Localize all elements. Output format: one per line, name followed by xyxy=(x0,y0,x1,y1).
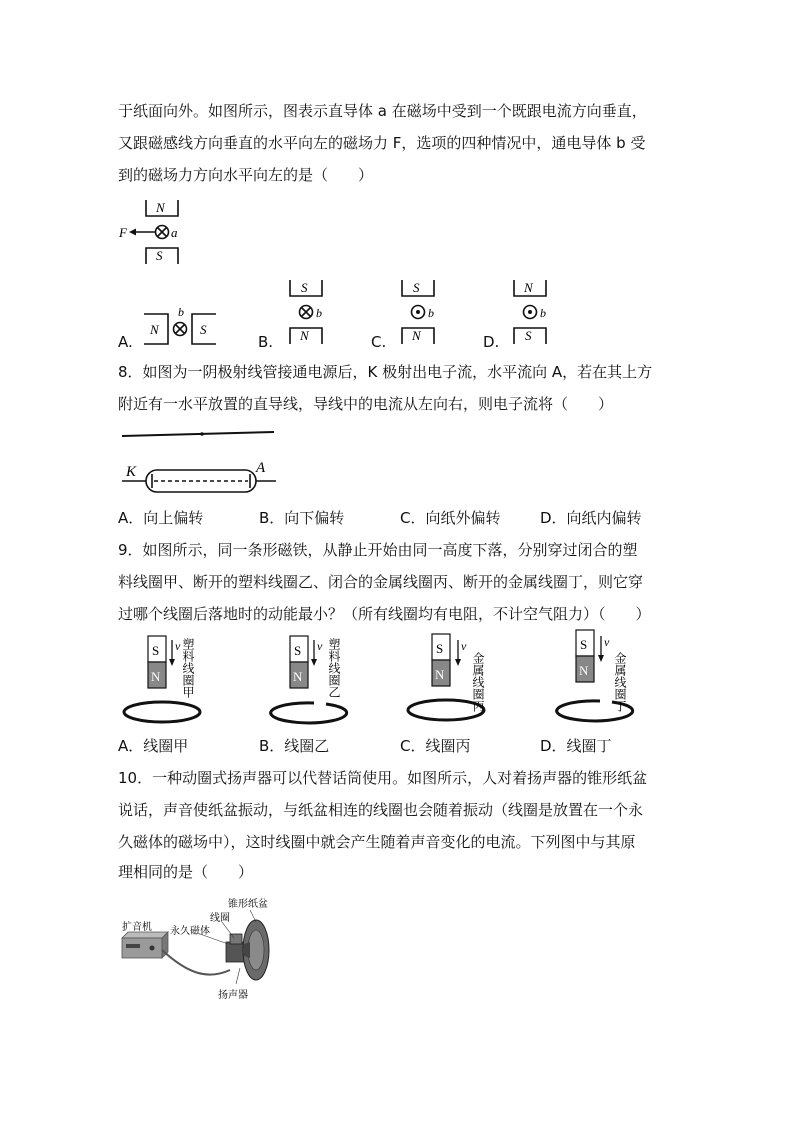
ref-wire-label: a xyxy=(171,225,178,240)
q10-text-line-4: 理相同的是（ ） xyxy=(118,863,254,881)
speaker-label: 扬声器 xyxy=(218,990,248,1001)
q9-option-b[interactable]: B．线圈乙 xyxy=(259,737,330,755)
anode-label: A xyxy=(256,460,266,476)
svg-text:N: N xyxy=(579,663,589,678)
magnet-n-pole: N xyxy=(151,669,161,684)
option-a-wire-label: b xyxy=(178,306,184,319)
q7-reference-figure xyxy=(112,196,192,270)
q7-option-c-figure xyxy=(392,276,452,348)
q7-option-d-figure xyxy=(504,276,564,348)
q10-text-line-2: 说话，声音使纸盆振动，与纸盆相连的线圈也会随着振动（线圈是放置在一个永 xyxy=(118,801,644,819)
option-b-top-pole: S xyxy=(301,280,308,295)
magnet-s-pole: S xyxy=(152,643,160,658)
velocity-label: v xyxy=(175,639,181,653)
ref-force-label: F xyxy=(119,225,127,240)
option-b-wire-label: b xyxy=(316,306,322,320)
q7-option-d-letter[interactable]: D. xyxy=(483,333,500,351)
q9-coil-ding-figure xyxy=(546,626,646,726)
svg-text:v: v xyxy=(461,639,467,653)
q9-coil-yi-figure xyxy=(260,632,360,730)
cable xyxy=(162,950,230,975)
svg-text:N: N xyxy=(435,667,445,682)
coil-jia-label: 塑料线圈甲 xyxy=(181,638,195,698)
straight-wire xyxy=(122,432,274,436)
svg-text:S: S xyxy=(294,643,302,658)
option-a-left-pole: N xyxy=(150,322,159,337)
coil-bing-label: 金属线圈丙 xyxy=(471,652,485,712)
option-a-right-pole: S xyxy=(200,322,207,337)
q8-option-b[interactable]: B．向下偏转 xyxy=(259,509,345,527)
q9-text-line-2: 料线圈甲、断开的塑料线圈乙、闭合的金属线圈丙、断开的金属线圈丁，则它穿 xyxy=(118,573,644,591)
q8-cathode-ray-tube-figure xyxy=(116,424,282,498)
option-d-wire-label: b xyxy=(540,306,546,320)
q9-option-c[interactable]: C．线圈丙 xyxy=(400,737,471,755)
q7-option-c-letter[interactable]: C. xyxy=(371,333,387,351)
option-c-wire-label: b xyxy=(428,306,434,320)
q9-text-line-3: 过哪个线圈后落地时的动能最小？（所有线圈均有电阻，不计空气阻力）（ ） xyxy=(118,605,651,623)
svg-text:S: S xyxy=(436,641,444,656)
coil-label: 线圈 xyxy=(210,913,230,924)
q8-text-line-2: 附近有一水平放置的直导线，导线中的电流从左向右，则电子流将（ ） xyxy=(118,395,614,413)
cathode-label: K xyxy=(126,464,137,480)
svg-text:v: v xyxy=(604,635,610,649)
q9-coil-jia-figure xyxy=(118,632,218,730)
q7-option-a-letter[interactable]: A. xyxy=(118,333,133,351)
broken-coil xyxy=(271,703,347,723)
q9-coil-bing-figure xyxy=(402,630,502,730)
q10-text-line-3: 久磁体的磁场中），这时线圈中就会产生随着声音变化的电流。下列图中与其原 xyxy=(118,833,636,851)
magnet-label: 永久磁体 xyxy=(170,926,210,937)
option-b-bottom-pole: N xyxy=(300,328,309,343)
q7-text-line-3: 到的磁场力方向水平向左的是（ ） xyxy=(118,166,374,184)
coil-ding-label: 金属线圈丁 xyxy=(613,652,627,712)
q9-option-d[interactable]: D．线圈丁 xyxy=(540,737,612,755)
option-d-bottom-pole: S xyxy=(525,328,532,343)
q8-option-c[interactable]: C．向纸外偏转 xyxy=(400,509,501,527)
amplifier-label: 扩音机 xyxy=(122,922,152,933)
q7-option-b-letter[interactable]: B. xyxy=(258,333,274,351)
q9-option-a[interactable]: A．线圈甲 xyxy=(118,737,189,755)
coil-yi-label: 塑料线圈乙 xyxy=(327,638,341,698)
q10-text-line-1: 10．一种动圈式扬声器可以代替话筒使用。如图所示，人对着扬声器的锥形纸盆 xyxy=(118,769,648,787)
ref-bottom-pole: S xyxy=(156,248,163,263)
option-c-top-pole: S xyxy=(413,280,420,295)
svg-text:N: N xyxy=(293,669,303,684)
option-c-bottom-pole: N xyxy=(412,328,421,343)
q7-text-line-1: 于纸面向外。如图所示，图表示直导体 a 在磁场中受到一个既跟电流方向垂直， xyxy=(118,102,647,120)
q8-option-d[interactable]: D．向纸内偏转 xyxy=(540,509,642,527)
q8-option-a[interactable]: A．向上偏转 xyxy=(118,509,204,527)
svg-text:v: v xyxy=(317,639,323,653)
svg-text:S: S xyxy=(580,637,588,652)
q7-option-a-figure xyxy=(140,306,220,350)
q9-text-line-1: 9．如图所示，同一条形磁铁，从静止开始由同一高度下落，分别穿过闭合的塑 xyxy=(118,541,638,559)
q7-text-line-2: 又跟磁感线方向垂直的水平向左的磁场力 F，选项的四种情况中，通电导体 b 受 xyxy=(118,134,646,152)
cone-label: 锥形纸盆 xyxy=(228,899,268,910)
q8-text-line-1: 8．如图为一阴极射线管接通电源后，K 极射出电子流，水平流向 A，若在其上方 xyxy=(118,363,653,381)
q10-speaker-figure xyxy=(118,894,278,1004)
option-d-top-pole: N xyxy=(524,280,533,295)
q7-option-b-figure xyxy=(280,276,340,348)
permanent-magnet xyxy=(226,942,244,962)
ref-top-pole: N xyxy=(156,200,165,215)
